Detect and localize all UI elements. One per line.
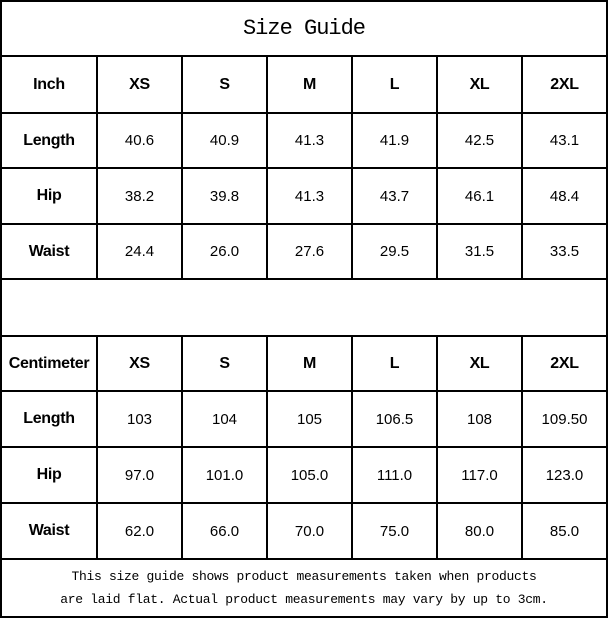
value-cell: 103 (98, 392, 181, 446)
value-cell: 106.5 (353, 392, 436, 446)
size-header-xs: XS (98, 57, 181, 112)
value-cell: 75.0 (353, 504, 436, 558)
value-cell: 109.50 (523, 392, 606, 446)
footer-line-1: This size guide shows product measurements taken when products (71, 568, 537, 584)
value-cell: 62.0 (98, 504, 181, 558)
value-cell: 105 (268, 392, 351, 446)
value-cell: 123.0 (523, 448, 606, 502)
value-cell: 40.9 (183, 114, 266, 167)
size-header-2xl: 2XL (523, 337, 606, 390)
value-cell: 70.0 (268, 504, 351, 558)
unit-header-centimeter: Centimeter (2, 337, 96, 390)
size-header-l: L (353, 337, 436, 390)
row-label-length: Length (2, 114, 96, 167)
page-title: Size Guide (2, 2, 606, 55)
spacer-row (2, 280, 606, 335)
size-header-xl: XL (438, 337, 521, 390)
value-cell: 108 (438, 392, 521, 446)
value-cell: 101.0 (183, 448, 266, 502)
value-cell: 41.9 (353, 114, 436, 167)
value-cell: 29.5 (353, 225, 436, 278)
footer-note (2, 560, 606, 616)
value-cell: 27.6 (268, 225, 351, 278)
value-cell: 33.5 (523, 225, 606, 278)
value-cell: 38.2 (98, 169, 181, 223)
row-label-length: Length (2, 392, 96, 446)
value-cell: 31.5 (438, 225, 521, 278)
value-cell: 97.0 (98, 448, 181, 502)
size-header-m: M (268, 57, 351, 112)
value-cell: 42.5 (438, 114, 521, 167)
value-cell: 40.6 (98, 114, 181, 167)
value-cell: 41.3 (268, 169, 351, 223)
value-cell: 39.8 (183, 169, 266, 223)
size-header-s: S (183, 57, 266, 112)
size-header-xs: XS (98, 337, 181, 390)
footer-line-2: are laid flat. Actual product measurements may vary by up to 3cm. (60, 592, 548, 607)
value-cell: 26.0 (183, 225, 266, 278)
value-cell: 104 (183, 392, 266, 446)
value-cell: 80.0 (438, 504, 521, 558)
value-cell: 43.1 (523, 114, 606, 167)
size-header-xl: XL (438, 57, 521, 112)
row-label-waist: Waist (2, 504, 96, 558)
value-cell: 41.3 (268, 114, 351, 167)
value-cell: 48.4 (523, 169, 606, 223)
value-cell: 46.1 (438, 169, 521, 223)
value-cell: 24.4 (98, 225, 181, 278)
row-label-hip: Hip (2, 169, 96, 223)
unit-header-inch: Inch (2, 57, 96, 112)
value-cell: 85.0 (523, 504, 606, 558)
size-header-2xl: 2XL (523, 57, 606, 112)
value-cell: 111.0 (353, 448, 436, 502)
value-cell: 66.0 (183, 504, 266, 558)
size-header-m: M (268, 337, 351, 390)
value-cell: 43.7 (353, 169, 436, 223)
row-label-hip: Hip (2, 448, 96, 502)
size-header-l: L (353, 57, 436, 112)
value-cell: 105.0 (268, 448, 351, 502)
value-cell: 117.0 (438, 448, 521, 502)
row-label-waist: Waist (2, 225, 96, 278)
size-header-s: S (183, 337, 266, 390)
